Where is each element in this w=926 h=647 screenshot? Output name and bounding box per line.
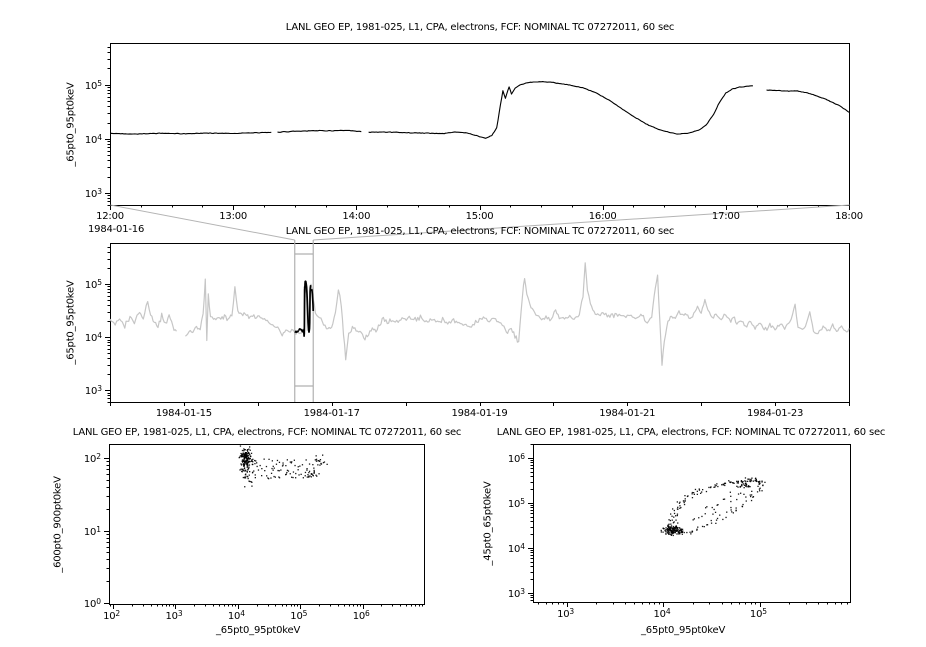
tick-label: $10^4$	[507, 542, 525, 555]
title-context-timeseries: LANL GEO EP, 1981-025, L1, CPA, electrons, FCF: NOMINAL TC 07272011, 60 sec	[285, 226, 675, 237]
tick-label: $10^6$	[507, 452, 525, 466]
tick-label: $10^3$	[507, 587, 525, 600]
tick-label: $10^3$	[557, 607, 575, 620]
xlabel-scatter-left: _65pt0_95pt0keV	[216, 625, 301, 636]
tick-label: 16:00	[588, 211, 617, 222]
tick-label: 1984-01-23	[747, 408, 804, 419]
tick-label: $10^4$	[84, 331, 102, 345]
tick-label: $10^5$	[84, 277, 102, 291]
tick-label: 18:00	[835, 211, 863, 222]
title-scatter-right: LANL GEO EP, 1981-025, L1, CPA, electrons, FCF: NOMINAL TC 07272011, 60 sec	[496, 427, 886, 438]
tick-label: 1984-01-15	[155, 408, 212, 419]
tick-label: 13:00	[219, 211, 248, 222]
tick-label: 1984-01-19	[451, 408, 508, 419]
plot-area-context-timeseries[interactable]	[110, 243, 849, 402]
title-scatter-left: LANL GEO EP, 1981-025, L1, CPA, electrons, FCF: NOMINAL TC 07272011, 60 sec	[72, 427, 462, 438]
tick-label: $10^4$	[227, 609, 245, 622]
tick-label: $10^5$	[290, 609, 308, 622]
tick-label: $10^6$	[352, 609, 370, 622]
title-detail-timeseries: LANL GEO EP, 1981-025, L1, CPA, electrons, FCF: NOMINAL TC 07272011, 60 sec	[285, 22, 675, 33]
ylabel-scatter-left: _600pt0_900pt0keV	[52, 476, 64, 573]
tick-label: 1984-01-17	[303, 408, 360, 419]
plot-area-detail-timeseries[interactable]	[110, 43, 849, 205]
plot-area-scatter-right[interactable]	[533, 444, 850, 602]
tick-label: $10^4$	[84, 132, 102, 146]
xlabel-scatter-right: _65pt0_95pt0keV	[641, 625, 726, 636]
tick-label: $10^3$	[84, 384, 102, 398]
tick-label: 14:00	[342, 211, 371, 222]
tick-label: $10^5$	[507, 497, 525, 511]
tick-label: 12:00	[96, 211, 124, 222]
tick-label: $10^4$	[653, 607, 671, 620]
context-date-label: 1984-01-16	[88, 224, 145, 235]
plot-area-scatter-left[interactable]	[109, 444, 424, 604]
tick-label: $10^5$	[749, 607, 768, 620]
ylabel-context-timeseries: _65pt0_95pt0keV	[65, 280, 77, 365]
tick-label: $10^0$	[83, 597, 101, 611]
tick-label: $10^1$	[83, 524, 101, 538]
ylabel-detail-timeseries: _65pt0_95pt0keV	[65, 82, 77, 167]
tick-label: 15:00	[465, 211, 494, 222]
ylabel-scatter-right: _45pt0_65pt0keV	[482, 481, 494, 566]
tick-label: $10^2$	[83, 452, 101, 465]
tick-label: $10^3$	[84, 186, 102, 200]
tick-label: 17:00	[711, 211, 740, 222]
tick-label: $10^3$	[165, 609, 183, 622]
tick-label: $10^5$	[84, 78, 102, 92]
tick-label: 1984-01-21	[599, 408, 656, 419]
tick-label: $10^2$	[103, 609, 121, 622]
